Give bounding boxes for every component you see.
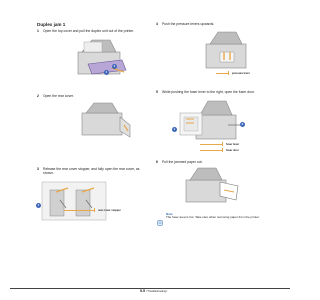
footer xyxy=(140,289,220,293)
callout-badge-1: 1 xyxy=(173,127,176,131)
callout-marker xyxy=(94,208,95,212)
step-text: Pull the jammed paper out. xyxy=(162,160,203,164)
note-icon xyxy=(157,213,163,219)
callout-fuser-door: fuser door xyxy=(226,149,239,152)
rear-cover-illustration xyxy=(74,101,134,141)
step-1 xyxy=(37,29,147,35)
step-text: Push the pressure levers upwards. xyxy=(162,22,215,26)
step-4 xyxy=(156,22,266,28)
callout-fuser-lever: fuser lever xyxy=(226,143,240,146)
step-text: Open the rear cover. xyxy=(43,94,74,98)
step-number: 4 xyxy=(156,22,158,26)
fuser-illustration xyxy=(178,99,244,147)
step-2 xyxy=(37,94,147,100)
pressure-lever-illustration xyxy=(200,30,256,74)
footer-page-number: 5.5 xyxy=(140,289,145,293)
callout-marker xyxy=(222,142,223,146)
step-number: 1 xyxy=(37,29,39,33)
callout-badge-1: 1 xyxy=(37,203,40,207)
step-5 xyxy=(156,90,276,96)
step-number: 2 xyxy=(37,94,39,98)
callout-badge-1: 1 xyxy=(105,70,108,74)
step-number: 5 xyxy=(156,90,158,94)
step-text: Open the top cover and pull the duplex unit out of the printer. xyxy=(43,29,135,33)
step-number: 6 xyxy=(156,160,158,164)
printer-duplex-illustration xyxy=(72,38,134,80)
step-number: 3 xyxy=(37,167,39,171)
callout-badge-2: 2 xyxy=(241,122,244,126)
step-3 xyxy=(37,167,147,177)
step-text: Release the rear cover stopper, and fully open the rear cover, as shown. xyxy=(43,167,140,176)
footer-section: <Troubleshooting> xyxy=(146,290,168,293)
callout-marker xyxy=(222,148,223,152)
callout-marker xyxy=(228,71,229,75)
rear-cover-stopper-illustration xyxy=(40,180,108,222)
note-text: The fuser area is hot. Take care when removing paper from the printer. xyxy=(166,215,260,219)
step-text: While pushing the fuser lever to the right, open the fuser door. xyxy=(162,90,255,94)
callout-leader-line xyxy=(200,150,222,151)
callout-leader-line xyxy=(216,73,228,74)
callout-badge-2: 2 xyxy=(113,64,116,68)
section-title: Duplex jam 1 xyxy=(37,22,66,27)
callout-leader-line xyxy=(200,144,222,145)
callout-pressure-lever: pressure lever xyxy=(232,72,250,75)
callout-rear-cover-stopper: rear cover stopper xyxy=(98,209,121,212)
callout-leader-line xyxy=(64,210,94,211)
jammed-paper-illustration xyxy=(180,166,242,206)
note-label: Note xyxy=(166,212,173,216)
